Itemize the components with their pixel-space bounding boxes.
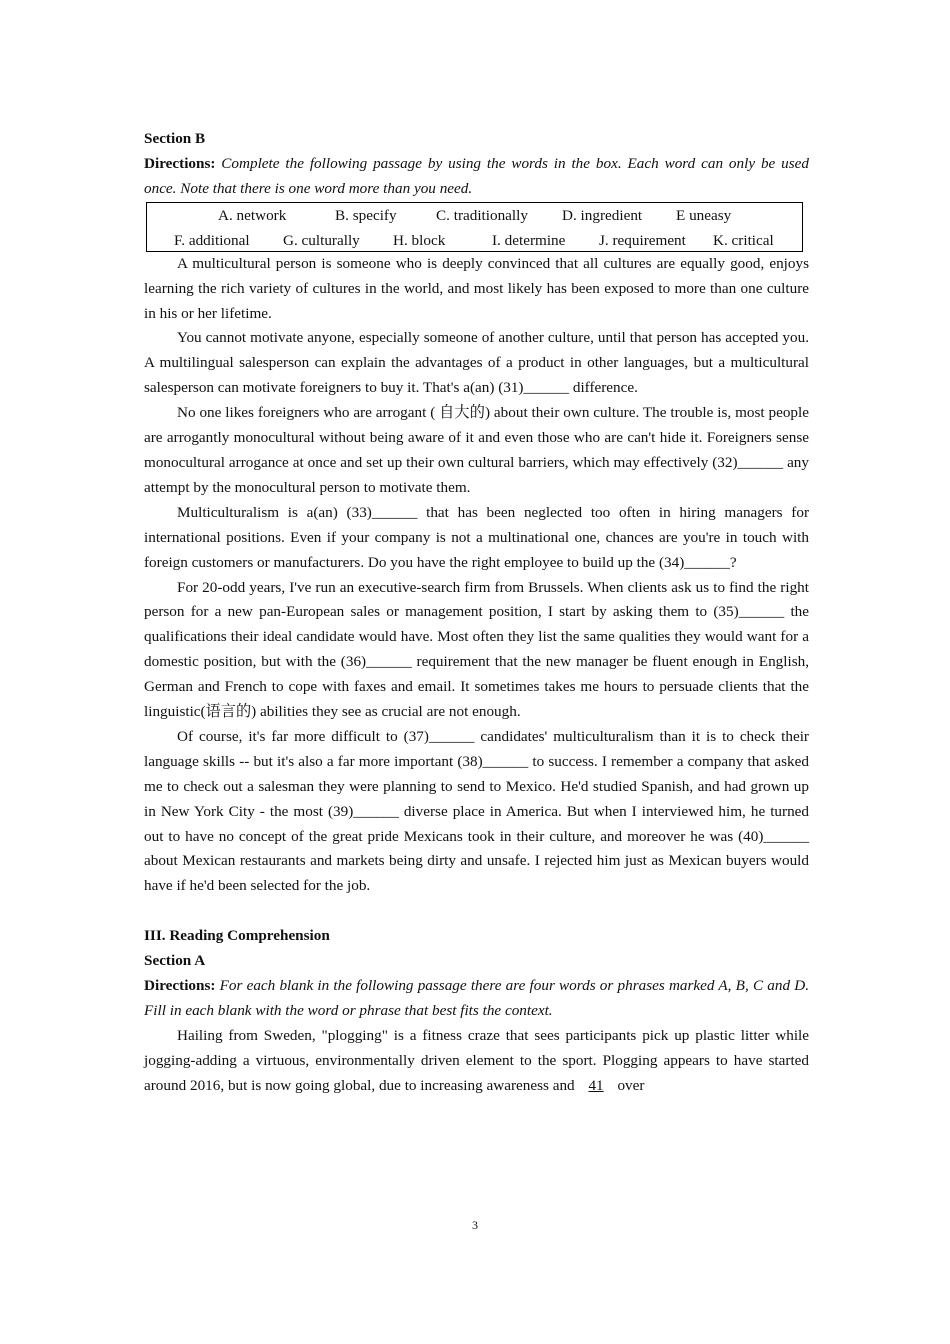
paragraph: Multiculturalism is a(an) (33)______ that has been neglected too often in hiring managers for international positions. Even if your company is not a multinational one, chances are you're in touch with foreign customers or manufacturers. Do you have the right employee to build up the (34)______? — [144, 503, 809, 571]
directions-text: For each blank in the following passage there are four words or phrases marked A, B, C and D. Fill in each blank with the word or phrase that best fits the context. — [144, 977, 809, 1019]
part-three-title: III. Reading Comprehension — [144, 927, 330, 945]
word-option: K. critical — [713, 231, 774, 249]
page-number: 3 — [472, 1218, 478, 1232]
section-b-directions — [144, 152, 809, 202]
paragraph: Of course, it's far more difficult to (37)______ candidates' multiculturalism than it is to check their language skills -- but it's also a far more important (38)______ to success. I remember a company that asked me to check out a salesman they were planning to send to Mexico. He'd studied Spanish, and had grown up in New York City - the most (39)______ diverse place in America. But when I interviewed him, he turned out to have no concept of the great pride Mexicans took in their culture, and moreover he was (40)______ about Mexican restaurants and markets being dirty and unsafe. I rejected him just as Mexican buyers would have if he'd been selected for the job. — [144, 727, 809, 895]
word-box — [146, 202, 803, 252]
word-option: H. block — [393, 231, 446, 249]
word-option: C. traditionally — [436, 206, 528, 224]
word-option: A. network — [218, 206, 287, 224]
section-b-title: Section B — [144, 130, 206, 147]
directions-text: Complete the following passage by using the words in the box. Each word can only be used once. Note that there is one word more than you need. — [144, 154, 809, 197]
word-option: F. additional — [174, 231, 250, 249]
word-option: G. culturally — [283, 231, 360, 249]
passage-b — [144, 252, 809, 900]
paragraph: No one likes foreigners who are arrogant ( 自大的) about their own culture. The trouble is, most people are arrogantly monocultural without being aware of it and even those who are can't hide it. Foreigners sense monocultural arrogance at once and set up their own cultural barriers, which may effectively (32)______ any attempt by the monocultural person to motivate them. — [144, 404, 809, 496]
section-a-directions — [144, 974, 809, 1024]
word-option: B. specify — [335, 206, 397, 224]
document-page — [144, 127, 809, 1099]
word-option: D. ingredient — [562, 206, 643, 224]
paragraph: A multicultural person is someone who is deeply convinced that all cultures are equally good, enjoys learning the rich variety of cultures in the world, and most likely has been exposed to more than one culture in his or her lifetime. — [144, 254, 809, 322]
word-option: J. requirement — [599, 231, 686, 249]
paragraph — [144, 1024, 809, 1099]
directions-label: Directions: — [144, 977, 216, 995]
directions-label: Directions: — [144, 154, 216, 172]
paragraph: You cannot motivate anyone, especially someone of another culture, until that person has accepted you. A multilingual salesperson can explain the advantages of a product in other languages, but a multicultural salesperson can motivate foreigners to buy it. That's a(an) (31)______ difference. — [144, 329, 809, 397]
passage-end: over — [613, 1076, 645, 1094]
passage-a — [144, 1024, 809, 1099]
word-option: E uneasy — [676, 206, 732, 224]
passage-start: Hailing from Sweden, "plogging" is a fitness craze that sees participants pick up plastic litter while jogging-adding a virtuous, environmentally driven element to the sport. Plogging appears to have started around 2016, but is now going global, due to increasing awareness and — [144, 1026, 809, 1094]
word-option: I. determine — [492, 231, 566, 249]
blank-41: 41 — [588, 1076, 604, 1094]
paragraph: For 20-odd years, I've run an executive-search firm from Brussels. When clients ask us to find the right person for a new pan-European sales or management position, I start by asking them to (35)______ the qualifications their ideal candidate would have. Most often they list the same qualities they would want for a domestic position, but with the (36)______ requirement that the new manager be fluent enough in English, German and French to cope with faxes and email. It sometimes takes me hours to persuade clients that the linguistic(语言的) abilities they see as crucial are not enough. — [144, 578, 809, 721]
word-box-row-2 — [147, 229, 802, 253]
section-a-title: Section A — [144, 952, 206, 970]
word-box-row-1 — [147, 204, 802, 228]
